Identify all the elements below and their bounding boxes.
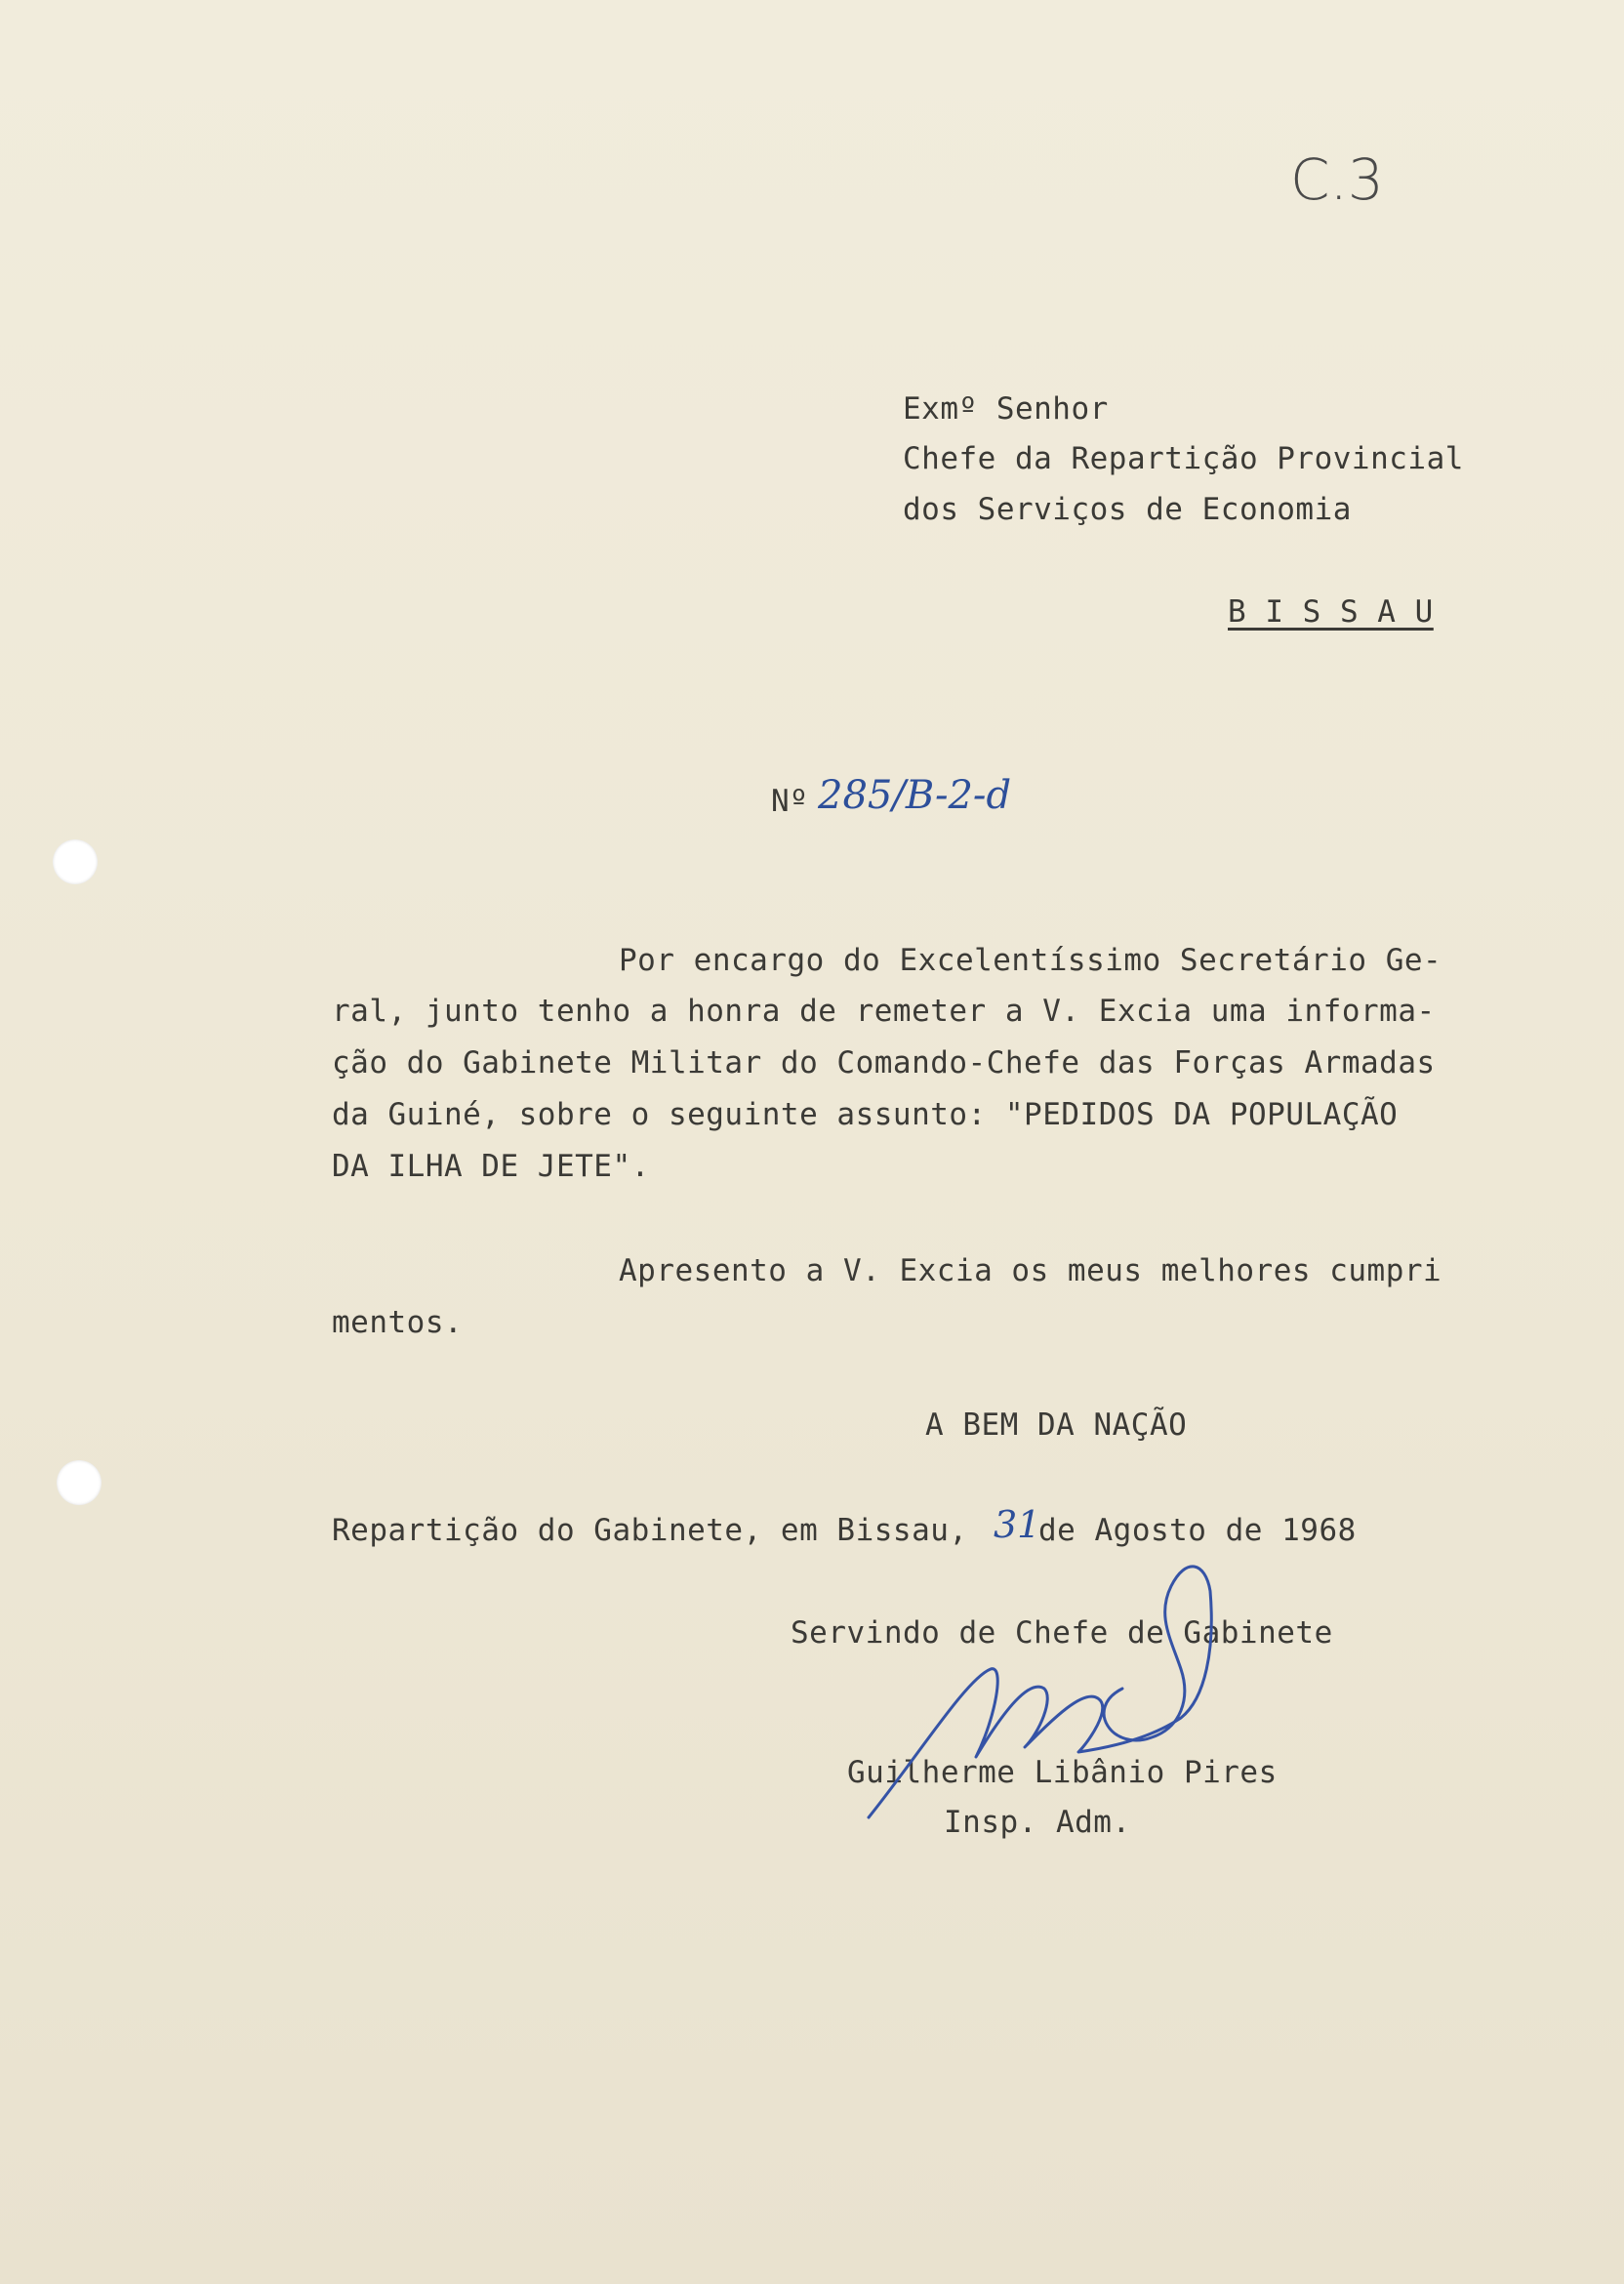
body-p1-line-2: ral, junto tenho a honra de remeter a V. Excia uma informa- <box>332 994 1436 1029</box>
addressee-line-1: Chefe da Repartição Provincial <box>903 441 1464 476</box>
signer-title: Insp. Adm. <box>944 1805 1131 1840</box>
reference-number: 285/B-2-d <box>818 773 1012 818</box>
body-p1-line-3: ção do Gabinete Militar do Comando-Chefe das Forças Armadas <box>332 1045 1436 1081</box>
dateline-before: Repartição do Gabinete, em Bissau, <box>332 1513 968 1548</box>
signer-name: Guilherme Libânio Pires <box>847 1755 1278 1790</box>
body-p1-line-4: da Guiné, sobre o seguinte assunto: "PEDIDOS DA POPULAÇÃO <box>332 1097 1399 1132</box>
signer-role: Servindo de Chefe de Gabinete <box>791 1615 1333 1651</box>
addressee-line-2: dos Serviços de Economia <box>903 492 1352 527</box>
salutation: Exmº Senhor <box>903 391 1109 427</box>
punch-hole-bottom <box>57 1460 102 1505</box>
handwritten-signature <box>859 1562 1288 1835</box>
addressee-city: B I S S A U <box>1228 594 1434 630</box>
body-p1-line-1: Por encargo do Excelentíssimo Secretário Ge- <box>619 943 1442 978</box>
dateline-after: de Agosto de 1968 <box>1038 1513 1357 1548</box>
dateline-day: 31 <box>994 1503 1041 1546</box>
body-p1-line-5: DA ILHA DE JETE". <box>332 1149 650 1184</box>
closing: A BEM DA NAÇÃO <box>925 1407 1188 1443</box>
punch-hole-top <box>53 839 98 884</box>
archive-mark: C.3 <box>1290 146 1384 213</box>
reference-prefix: Nº <box>771 784 809 819</box>
body-p2-line-2: mentos. <box>332 1305 464 1340</box>
body-p2-line-1: Apresento a V. Excia os meus melhores cumpri <box>619 1253 1442 1288</box>
